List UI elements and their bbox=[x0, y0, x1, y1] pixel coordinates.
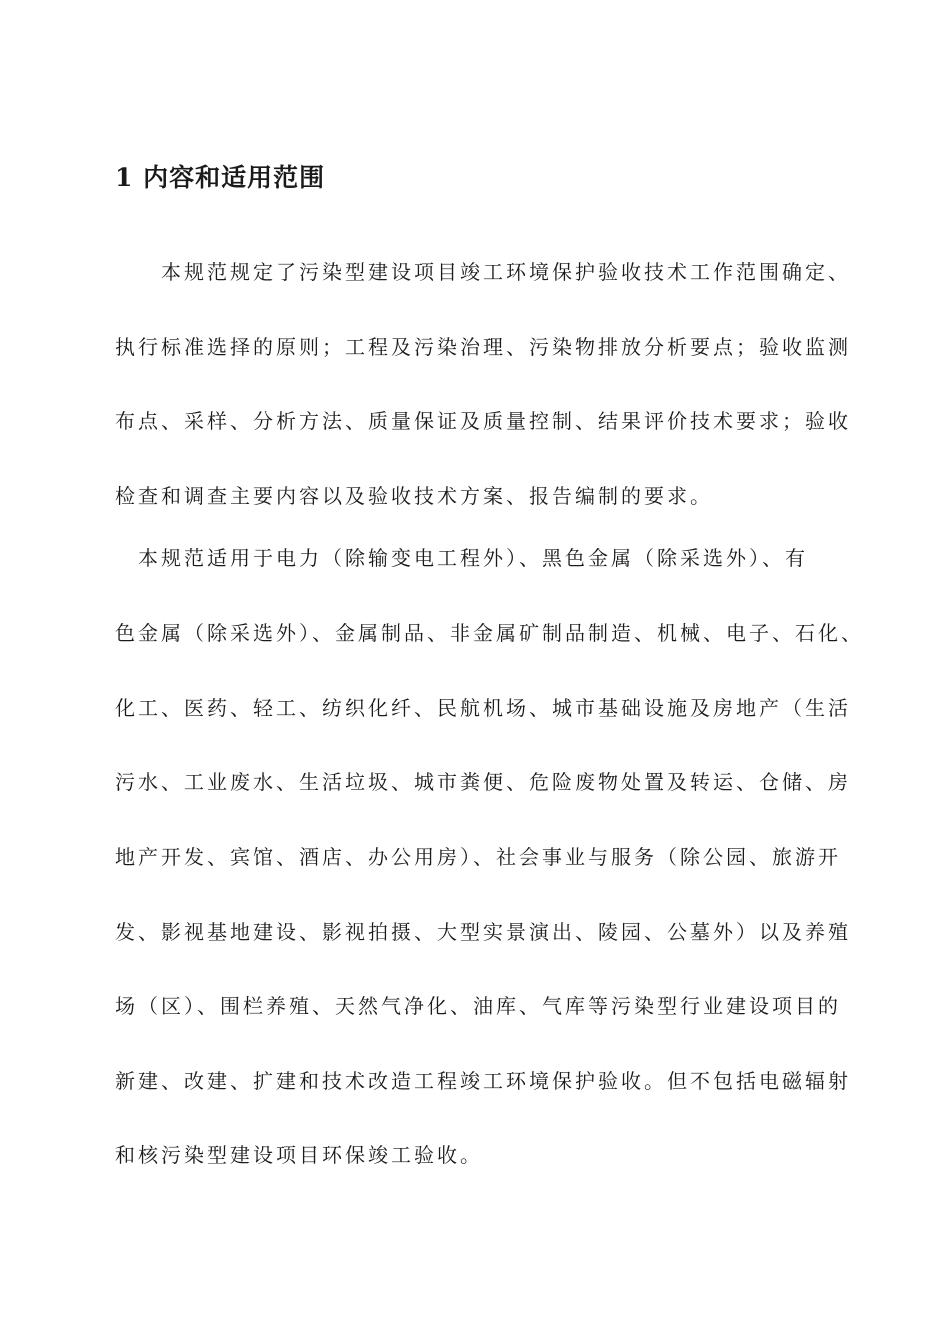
paragraph-2-line-3: 化工、医药、轻工、纺织化纤、民航机场、城市基础设施及房地产（生活 bbox=[115, 696, 851, 720]
paragraph-1-line-1: 本规范规定了污染型建设项目竣工环境保护验收技术工作范围确定、 bbox=[115, 260, 851, 284]
paragraph-1-line-3: 布点、采样、分析方法、质量保证及质量控制、结果评价技术要求；验收 bbox=[115, 409, 851, 433]
paragraph-1-line-4: 检查和调查主要内容以及验收技术方案、报告编制的要求。 bbox=[115, 484, 713, 508]
paragraph-2-line-2: 色金属（除采选外）、金属制品、非金属矿制品制造、机械、电子、石化、 bbox=[115, 621, 864, 645]
paragraph-2-line-7: 场（区）、围栏养殖、天然气净化、油库、气库等污染型行业建设项目的 bbox=[115, 994, 841, 1018]
section-heading: 1 内容和适用范围 bbox=[115, 163, 326, 192]
paragraph-1-line-2: 执行标准选择的原则；工程及污染治理、污染物排放分析要点；验收监测 bbox=[115, 335, 851, 359]
paragraph-2-line-1: 本规范适用于电力（除输变电工程外）、黑色金属（除采选外）、有 bbox=[115, 546, 808, 570]
paragraph-2-line-9: 和核污染型建设项目环保竣工验收。 bbox=[115, 1143, 483, 1167]
paragraph-2-line-5: 地产开发、宾馆、酒店、办公用房）、社会事业与服务（除公园、旅游开 bbox=[115, 845, 841, 869]
paragraph-2-line-4: 污水、工业废水、生活垃圾、城市粪便、危险废物处置及转运、仓储、房 bbox=[115, 770, 851, 794]
paragraph-2-line-8: 新建、改建、扩建和技术改造工程竣工环境保护验收。但不包括电磁辐射 bbox=[115, 1069, 851, 1093]
paragraph-2-line-6: 发、影视基地建设、影视拍摄、大型实景演出、陵园、公墓外）以及养殖 bbox=[115, 920, 851, 944]
